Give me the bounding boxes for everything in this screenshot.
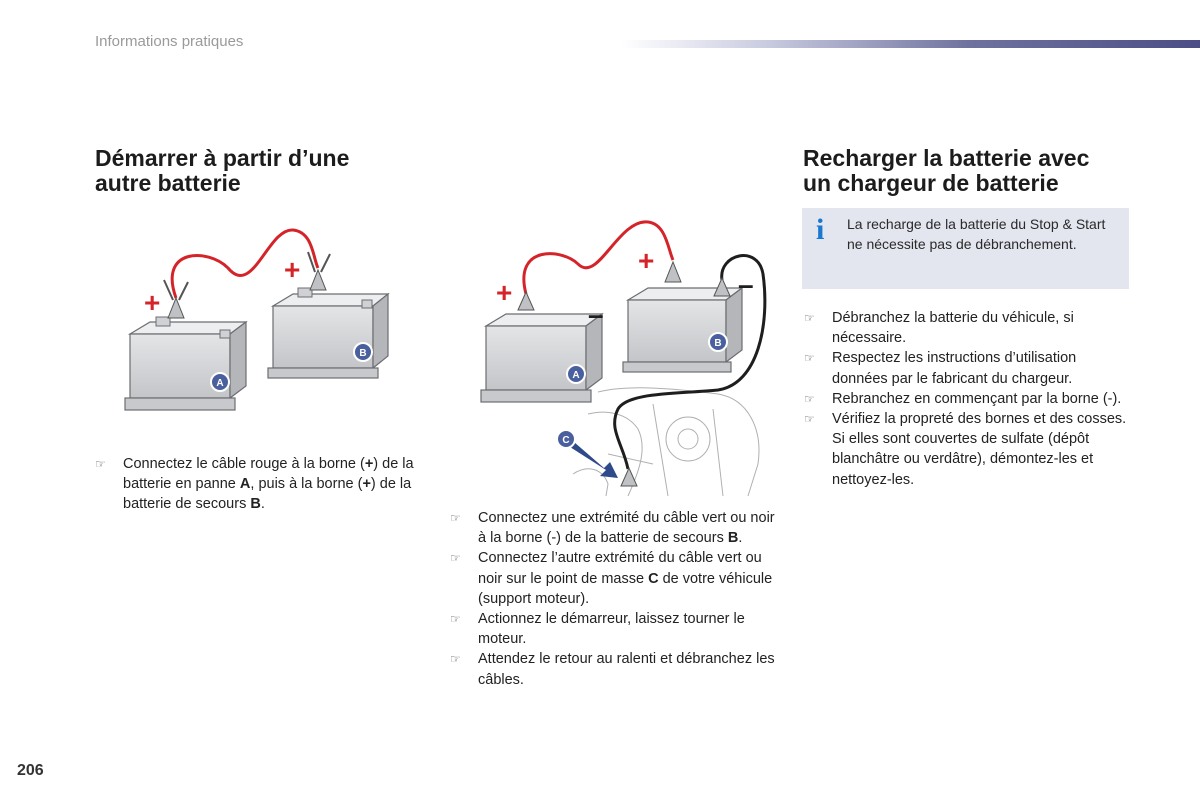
step-item: [804, 348, 1130, 388]
battery-b: [268, 288, 388, 378]
step-emphasis: B: [727, 530, 739, 547]
step-text: Vérifiez la propreté des bornes et des cosses. Si elles sont couvertes de sulfate (dépôt blanchâtre ou verdâtre), démontez-les et nettoyez-les.: [832, 411, 1127, 488]
step-text: .: [260, 496, 265, 513]
info-icon: i: [816, 213, 825, 246]
battery-a: [481, 314, 602, 402]
right-title-line1: Recharger la batterie avec: [803, 145, 1090, 171]
step-text: Connectez l’autre extrémité du câble vert ou noir sur le point de masse: [478, 550, 762, 587]
step-text: ) de la batterie de secours: [123, 476, 412, 513]
minus-sign-b: –: [738, 269, 754, 300]
step-text: Débranchez la batterie du véhicule, si nécessaire.: [832, 310, 1074, 347]
step-text: Connectez le câble rouge à la borne (: [123, 456, 365, 472]
jump-start-diagram-red-cable: [118, 218, 408, 418]
engine-sketch: [573, 388, 759, 496]
step-emphasis: A: [239, 476, 251, 493]
step-text: Connectez une extrémité du câble vert ou noir à la borne (-) de la batterie de secours: [478, 510, 775, 547]
page-number: 206: [17, 762, 44, 779]
step-item: [95, 454, 425, 515]
pointing-hand-icon: ☞: [804, 391, 815, 406]
battery-b: [623, 288, 742, 372]
pointing-hand-icon: ☞: [95, 457, 106, 471]
step-item: [804, 389, 1130, 409]
step-text: Actionnez le démarreur, laissez tourner le moteur.: [478, 611, 745, 648]
badge-a-label: A: [216, 378, 224, 389]
info-text: La recharge de la batterie du Stop & Start ne nécessite pas de débranchement.: [847, 216, 1106, 253]
right-title-line2: un chargeur de batterie: [803, 170, 1059, 196]
step-emphasis: +: [362, 476, 371, 493]
step-emphasis: +: [364, 456, 374, 472]
right-section-title: [803, 146, 1089, 196]
plus-sign-a: +: [496, 277, 513, 308]
pointing-hand-icon: ☞: [450, 612, 461, 627]
pointing-hand-icon: ☞: [804, 351, 815, 366]
info-box: [802, 208, 1129, 289]
step-text: Attendez le retour au ralenti et débranchez les câbles.: [478, 651, 775, 688]
step-emphasis: C: [648, 570, 659, 587]
left-title-line1: Démarrer à partir d’une: [95, 145, 350, 171]
plus-sign-b: +: [638, 245, 655, 276]
step-item: [804, 409, 1130, 490]
step-item: [450, 649, 780, 689]
step-text: ) de la batterie en panne: [123, 456, 414, 493]
step-item: [804, 308, 1130, 348]
step-text: de votre véhicule (support moteur).: [478, 570, 773, 607]
pointing-hand-icon: ☞: [804, 311, 815, 325]
pointing-hand-icon: ☞: [804, 412, 815, 427]
clamp-b-icon: [308, 252, 330, 290]
minus-sign-a: –: [588, 299, 604, 330]
jump-start-diagram-ground-cable: [478, 214, 774, 500]
clamp-a-icon: [164, 280, 188, 318]
badge-c-label: C: [562, 435, 570, 446]
pointing-hand-icon: ☞: [450, 551, 461, 566]
left-section-title: [95, 146, 349, 196]
middle-steps-list: [450, 508, 780, 690]
left-steps-list: [95, 454, 425, 515]
arrow-to-ground-icon: [570, 442, 618, 478]
pointing-hand-icon: ☞: [450, 652, 461, 667]
plus-sign-a: +: [144, 287, 161, 318]
step-item: [450, 548, 780, 609]
step-text: Respectez les instructions d’utilisation données par le fabricant du chargeur.: [832, 350, 1077, 387]
badge-b-label: B: [359, 348, 367, 359]
plus-sign-b: +: [284, 254, 301, 285]
battery-a: [125, 317, 246, 410]
header-gradient-bar: [622, 40, 1200, 48]
step-item: [450, 609, 780, 649]
step-emphasis: B: [250, 496, 261, 513]
step-text: .: [738, 530, 743, 547]
badge-b-label: B: [714, 338, 722, 349]
step-text: , puis à la borne (: [250, 476, 363, 493]
section-label: Informations pratiques: [95, 33, 244, 50]
step-item: [450, 508, 780, 548]
step-text: Rebranchez en commençant par la borne (-).: [832, 390, 1122, 407]
left-title-line2: autre batterie: [95, 170, 241, 196]
right-steps-list: [804, 308, 1130, 490]
badge-a-label: A: [572, 370, 580, 381]
pointing-hand-icon: ☞: [450, 511, 461, 525]
